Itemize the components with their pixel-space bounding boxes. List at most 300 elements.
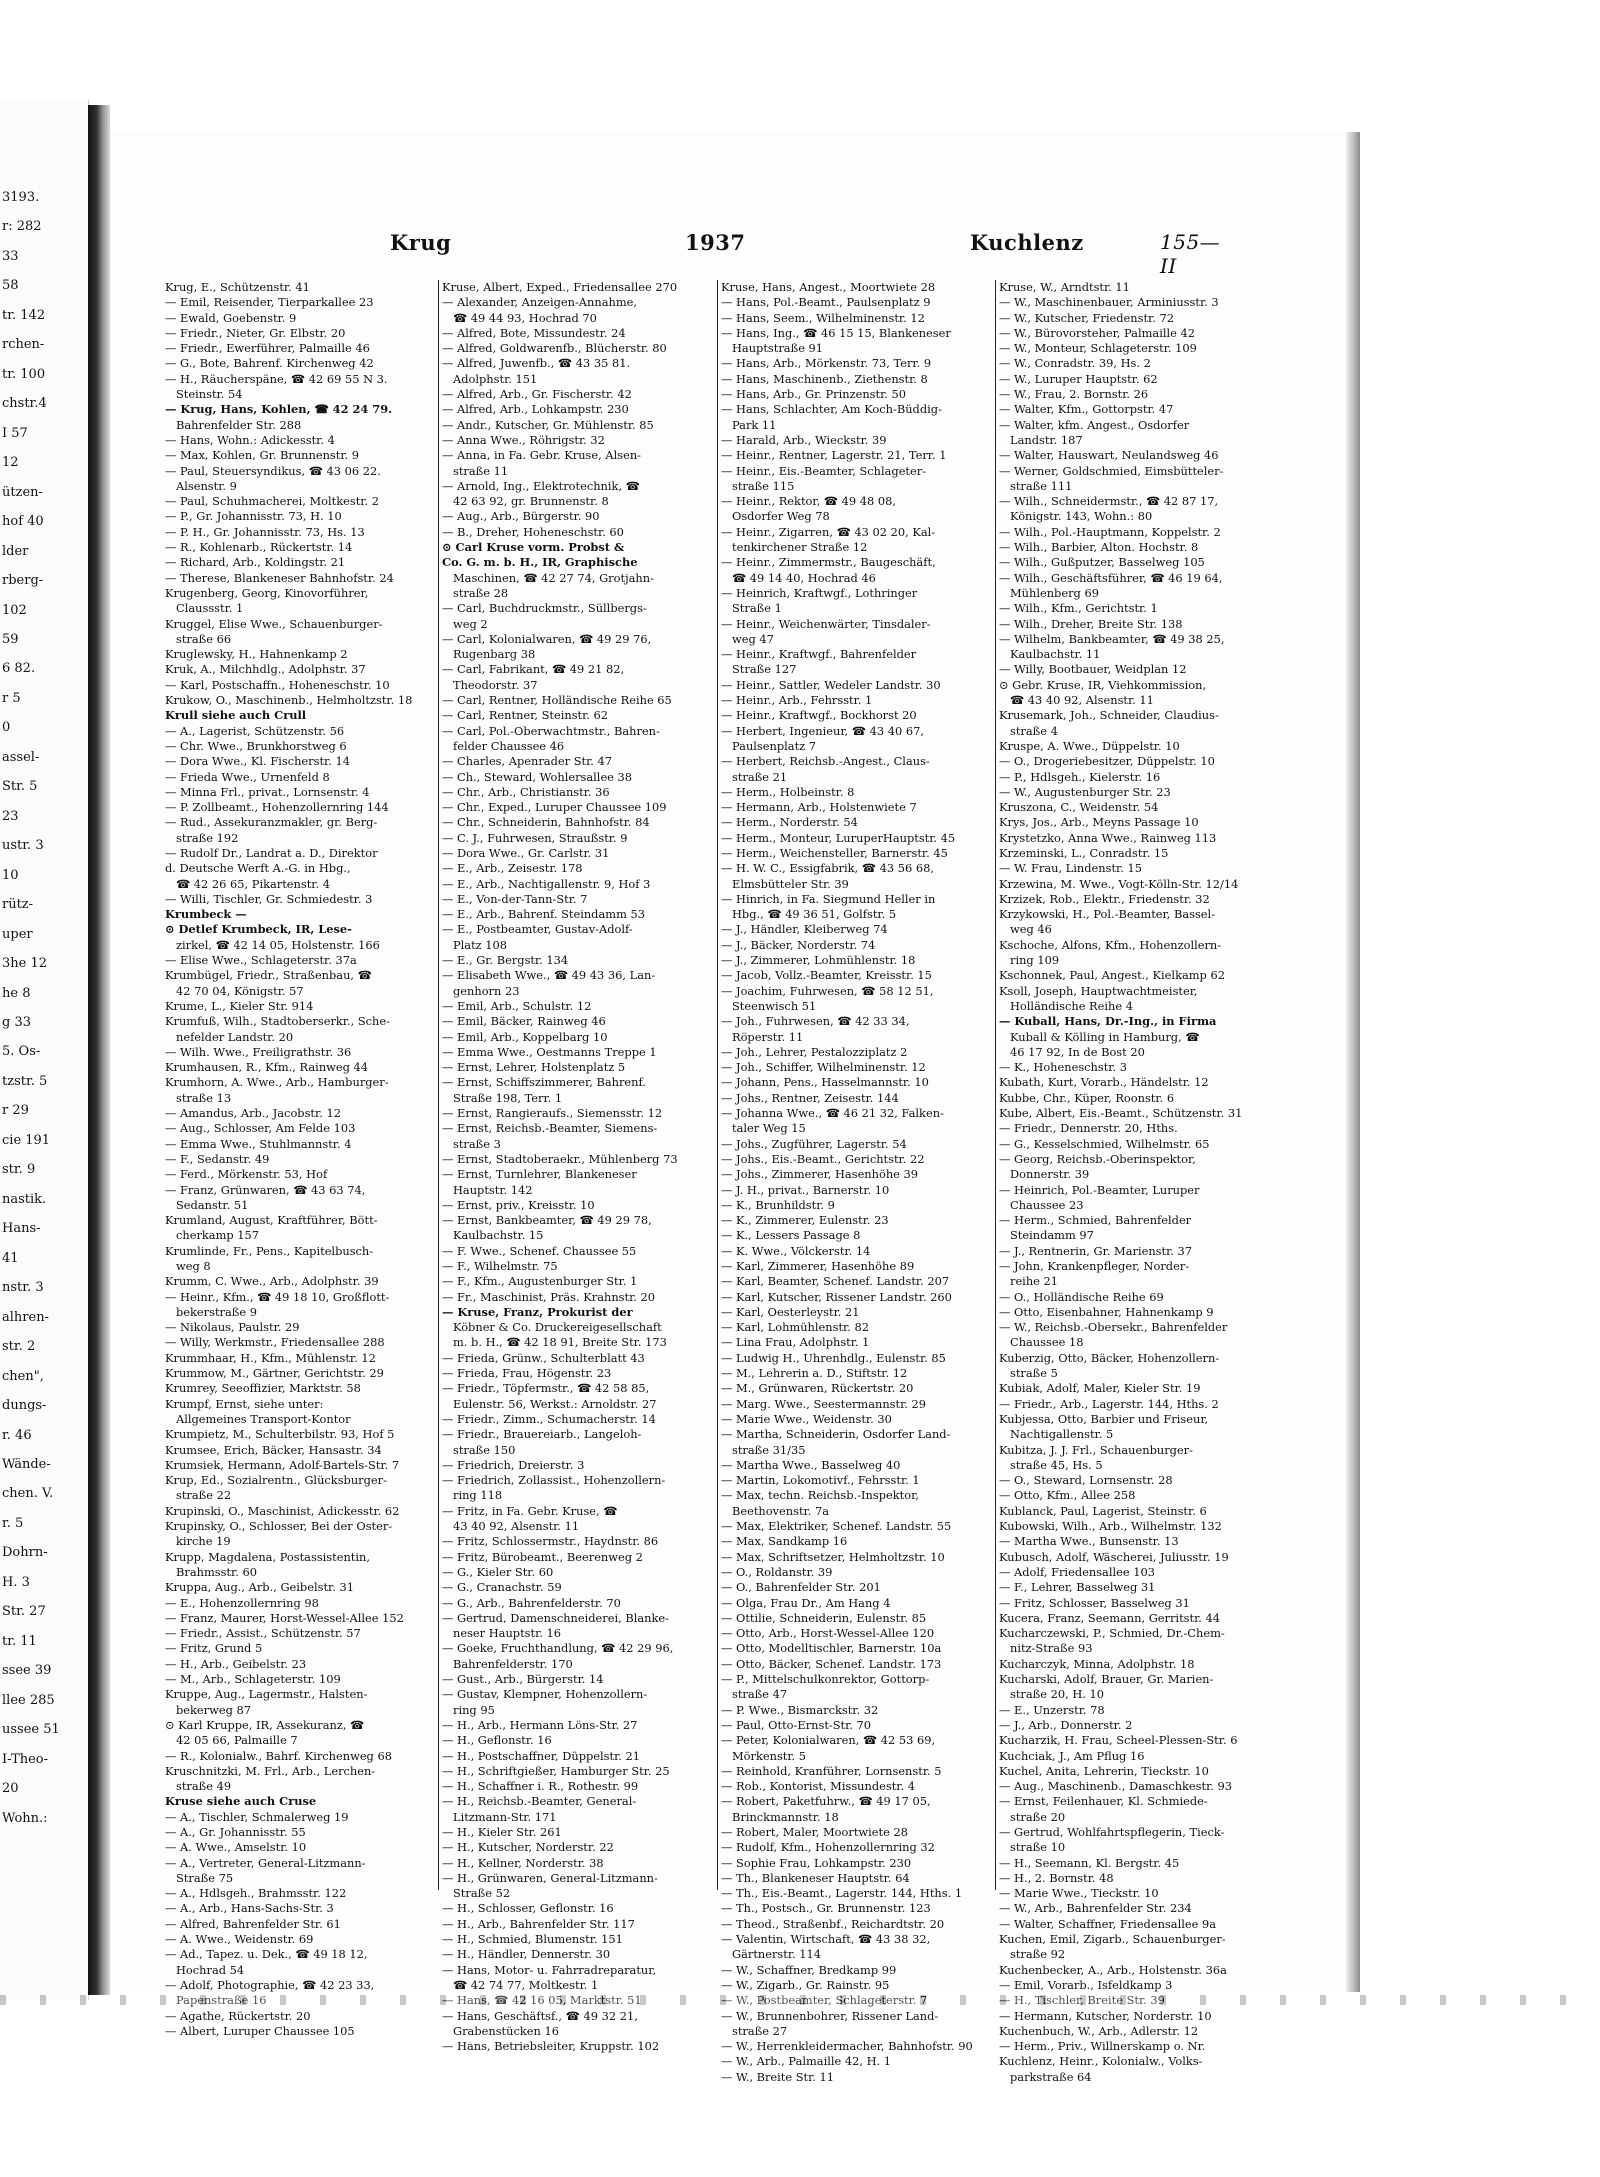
directory-entry-line: Krupinski, O., Maschinist, Adickesstr. 62 bbox=[165, 1503, 400, 1518]
directory-entry-line: — O., Steward, Lornsenstr. 28 bbox=[999, 1473, 1173, 1488]
directory-entry-line: — Hans, Schlachter, Am Koch-Büddig- bbox=[721, 402, 942, 417]
directory-entry-line: — H., Geflonstr. 16 bbox=[442, 1733, 552, 1748]
directory-entry-line: — H., Arb., Hermann Löns-Str. 27 bbox=[442, 1717, 638, 1732]
directory-entry-line: — M., Arb., Schlageterstr. 109 bbox=[165, 1672, 341, 1687]
directory-entry-line: — Th., Blankeneser Hauptstr. 64 bbox=[721, 1870, 910, 1885]
directory-entry-line: — Karl, Oesterleystr. 21 bbox=[721, 1304, 860, 1319]
directory-entry-line: Steindamm 97 bbox=[1010, 1228, 1094, 1243]
directory-entry-line: straße 150 bbox=[453, 1442, 516, 1457]
directory-entry-line: — Heinr., Sattler, Wedeler Landstr. 30 bbox=[721, 677, 941, 692]
adjacent-page-fragment: 20 bbox=[2, 1781, 19, 1797]
directory-entry-line: Kruse, Hans, Angest., Moortwiete 28 bbox=[721, 280, 936, 294]
adjacent-page-fragment: alhren- bbox=[2, 1309, 49, 1325]
directory-entry-line: — Valentin, Wirtschaft, ☎ 43 38 32, bbox=[721, 1932, 931, 1947]
adjacent-page-fragment: 23 bbox=[2, 808, 19, 824]
directory-entry-line: — Emil, Arb., Schulstr. 12 bbox=[442, 998, 592, 1013]
directory-entry-line: kirche 19 bbox=[176, 1534, 231, 1549]
directory-entry-line: — Herm., Norderstr. 54 bbox=[721, 815, 858, 830]
directory-entry-line: ⊙ Karl Kruppe, IR, Assekuranz, ☎ bbox=[165, 1717, 365, 1732]
directory-entry-line: Kruk, A., Milchhdlg., Adolphstr. 37 bbox=[165, 662, 366, 677]
directory-entry-line: — Theod., Straßenbf., Reichardtstr. 20 bbox=[721, 1916, 945, 1931]
adjacent-page-fragment: 58 bbox=[2, 278, 19, 294]
directory-entry-line: — Max, Kohlen, Gr. Brunnenstr. 9 bbox=[165, 448, 360, 463]
directory-entry-line: — Frieda Wwe., Urnenfeld 8 bbox=[165, 769, 330, 784]
column-4 bbox=[999, 280, 1269, 2084]
directory-entry-line: straße 45, Hs. 5 bbox=[1010, 1457, 1103, 1472]
directory-entry-line: — A., Vertreter, General-Litzmann- bbox=[165, 1855, 366, 1870]
adjacent-page-fragment: 3193. bbox=[2, 190, 40, 205]
running-header bbox=[390, 230, 1230, 278]
directory-entry-line: Kubitza, J. J. Frl., Schauenburger- bbox=[999, 1442, 1193, 1457]
directory-entry-line: — Wilh., Schneidermstr., ☎ 42 87 17, bbox=[999, 494, 1219, 509]
adjacent-page-fragment: assel- bbox=[2, 749, 40, 765]
directory-entry-line: — Ferd., Mörkenstr. 53, Hof bbox=[165, 1167, 328, 1182]
adjacent-page-fragment: uper bbox=[2, 926, 33, 942]
directory-entry-line: straße 22 bbox=[176, 1488, 232, 1503]
directory-entry-line: — Fritz, Grund 5 bbox=[165, 1641, 263, 1656]
directory-entry-line: Kuberzig, Otto, Bäcker, Hohenzollern- bbox=[999, 1350, 1220, 1365]
directory-entry-line: Theodorstr. 37 bbox=[453, 677, 538, 692]
directory-entry-line: — Ernst, Bankbeamter, ☎ 49 29 78, bbox=[442, 1213, 652, 1228]
directory-entry-line: — Walter, Schaffner, Friedensallee 9a bbox=[999, 1916, 1216, 1931]
directory-entry-line: Kublanck, Paul, Lagerist, Steinstr. 6 bbox=[999, 1503, 1207, 1518]
directory-entry-line: Nachtigallenstr. 5 bbox=[1010, 1427, 1114, 1442]
directory-entry-line: Krumsee, Erich, Bäcker, Hansastr. 34 bbox=[165, 1442, 382, 1457]
directory-entry-line: — O., Bahrenfelder Str. 201 bbox=[721, 1580, 881, 1595]
directory-entry-line: weg 47 bbox=[732, 631, 774, 646]
directory-entry-line: — Joh., Schiffer, Wilhelminenstr. 12 bbox=[721, 1060, 926, 1075]
directory-entry-line: — J., Zimmerer, Lohmühlenstr. 18 bbox=[721, 953, 916, 968]
directory-entry-line: straße 10 bbox=[1010, 1840, 1066, 1855]
column-divider bbox=[995, 280, 996, 1890]
directory-entry-line: — H., Schaffner i. R., Rothestr. 99 bbox=[442, 1779, 639, 1794]
directory-entry-line: — J., Händler, Kleiberweg 74 bbox=[721, 922, 888, 937]
directory-entry-line: — G., Kesselschmied, Wilhelmstr. 65 bbox=[999, 1136, 1210, 1151]
directory-entry-line: Brahmsstr. 60 bbox=[176, 1564, 257, 1579]
directory-entry-line: — W., Zigarb., Gr. Rainstr. 95 bbox=[721, 1977, 890, 1992]
directory-entry-line: straße 28 bbox=[453, 585, 509, 600]
directory-entry-line: — F., Sedanstr. 49 bbox=[165, 1151, 270, 1166]
directory-entry-line: taler Weg 15 bbox=[732, 1121, 806, 1136]
directory-entry-line: Hochrad 54 bbox=[176, 1962, 245, 1977]
adjacent-page-fragment: 10 bbox=[2, 867, 19, 883]
directory-entry-line: straße 115 bbox=[732, 478, 795, 493]
directory-entry-line: — Harald, Arb., Wieckstr. 39 bbox=[721, 432, 887, 447]
directory-entry-line: — Friedr., Dennerstr. 20, Hths. bbox=[999, 1121, 1178, 1136]
directory-entry-line: — H., Händler, Dennerstr. 30 bbox=[442, 1947, 611, 1962]
directory-entry-line: — E., Arb., Bahrenf. Steindamm 53 bbox=[442, 907, 645, 922]
directory-entry-line: — Marg. Wwe., Seestermannstr. 29 bbox=[721, 1396, 927, 1411]
directory-entry-line: — Herm., Schmied, Bahrenfelder bbox=[999, 1213, 1192, 1228]
directory-entry-line: Kruppe, Aug., Lagermstr., Halsten- bbox=[165, 1687, 368, 1702]
directory-entry-line: — Hans, Pol.-Beamt., Paulsenplatz 9 bbox=[721, 295, 931, 310]
directory-entry-line: — O., Drogeriebesitzer, Düppelstr. 10 bbox=[999, 754, 1215, 769]
directory-entry-line: Straße 1 bbox=[732, 601, 782, 616]
directory-entry-line: — Hinrich, in Fa. Siegmund Heller in bbox=[721, 891, 936, 906]
directory-entry-line: Krzewina, M. Wwe., Vogt-Kölln-Str. 12/14 bbox=[999, 876, 1239, 891]
directory-entry-line: Straße 52 bbox=[453, 1886, 511, 1901]
directory-entry-line: neser Hauptstr. 16 bbox=[453, 1626, 562, 1641]
directory-entry-line: — Dora Wwe., Kl. Fischerstr. 14 bbox=[165, 754, 350, 769]
directory-entry-line: — E., Gr. Bergstr. 134 bbox=[442, 953, 569, 968]
directory-entry-line: — J., Rentnerin, Gr. Marienstr. 37 bbox=[999, 1243, 1193, 1258]
directory-entry-line: — H., 2. Bornstr. 48 bbox=[999, 1870, 1114, 1885]
directory-entry-line: Mörkenstr. 5 bbox=[732, 1748, 807, 1763]
adjacent-page-fragment: 41 bbox=[2, 1250, 19, 1266]
directory-entry-line: Krugenberg, Georg, Kinovorführer, bbox=[165, 585, 369, 600]
directory-entry-line: — Heinr., Eis.-Beamter, Schlageter- bbox=[721, 463, 927, 478]
directory-entry-line: — Carl, Rentner, Steinstr. 62 bbox=[442, 708, 609, 723]
directory-entry-line: — Herm., Weichensteller, Barnerstr. 45 bbox=[721, 845, 948, 860]
directory-entry-line: Co. G. m. b. H., IR, Graphische bbox=[442, 555, 638, 570]
adjacent-page-fragment: nastik. bbox=[2, 1191, 47, 1207]
directory-entry-line: — W., Schaffner, Bredkamp 99 bbox=[721, 1962, 897, 1977]
directory-entry-line: — Wilh., Barbier, Alton. Hochstr. 8 bbox=[999, 540, 1199, 555]
directory-entry-line: Krumbügel, Friedr., Straßenbau, ☎ bbox=[165, 968, 372, 983]
directory-entry-line: Krystetzko, Anna Wwe., Rainweg 113 bbox=[999, 830, 1217, 845]
directory-entry-line: Papenstraße 16 bbox=[176, 1993, 267, 2008]
directory-entry-line: — H., Schmied, Blumenstr. 151 bbox=[442, 1932, 623, 1947]
directory-entry-line: — Joh., Lehrer, Pestalozziplatz 2 bbox=[721, 1044, 908, 1059]
directory-entry-line: — Aug., Arb., Bürgerstr. 90 bbox=[442, 509, 600, 524]
directory-entry-line: — Marie Wwe., Tieckstr. 10 bbox=[999, 1886, 1159, 1901]
directory-entry-line: straße 20, H. 10 bbox=[1010, 1687, 1105, 1702]
directory-entry-line: — K. Wwe., Völckerstr. 14 bbox=[721, 1243, 871, 1258]
directory-entry-line: — Frieda, Frau, Högenstr. 23 bbox=[442, 1366, 612, 1381]
directory-entry-line: — P. Wwe., Bismarckstr. 32 bbox=[721, 1702, 879, 1717]
directory-entry-line: Osdorfer Weg 78 bbox=[732, 509, 830, 524]
directory-entry-line: — P. H., Gr. Johannisstr. 73, Hs. 13 bbox=[165, 524, 365, 539]
directory-entry-line: — Friedrich, Dreierstr. 3 bbox=[442, 1457, 585, 1472]
directory-entry-line: — Franz, Grünwaren, ☎ 43 63 74, bbox=[165, 1182, 366, 1197]
directory-entry-line: — Martha, Schneiderin, Osdorfer Land- bbox=[721, 1427, 951, 1442]
directory-entry-line: — Ottilie, Schneiderin, Eulenstr. 85 bbox=[721, 1610, 927, 1625]
directory-entry-line: — F., Lehrer, Basselweg 31 bbox=[999, 1580, 1156, 1595]
directory-entry-line: — Joachim, Fuhrwesen, ☎ 58 12 51, bbox=[721, 983, 934, 998]
directory-entry-line: — W., Arb., Palmaille 42, H. 1 bbox=[721, 2054, 892, 2069]
directory-entry-line: — Heinr., Kraftwgf., Bahrenfelder bbox=[721, 647, 917, 662]
adjacent-page-fragment: rütz- bbox=[2, 897, 34, 913]
directory-entry-line: genhorn 23 bbox=[453, 983, 520, 998]
directory-entry-line: — Martha Wwe., Bunsenstr. 13 bbox=[999, 1534, 1179, 1549]
directory-entry-line: — Fritz, Schlossermstr., Haydnstr. 86 bbox=[442, 1534, 659, 1549]
directory-entry-line: — W., Luruper Hauptstr. 62 bbox=[999, 371, 1158, 386]
adjacent-page-fragment: hof 40 bbox=[2, 514, 44, 530]
directory-entry-line: Claussstr. 1 bbox=[176, 601, 244, 616]
directory-entry-line: — Friedr., Ewerführer, Palmaille 46 bbox=[165, 341, 370, 356]
directory-entry-line: — A., Lagerist, Schützenstr. 56 bbox=[165, 723, 345, 738]
directory-entry-line: — Willy, Werkmstr., Friedensallee 288 bbox=[165, 1335, 385, 1350]
directory-entry-line: Donnerstr. 39 bbox=[1010, 1167, 1090, 1182]
directory-entry-line: — Emma Wwe., Oestmanns Treppe 1 bbox=[442, 1044, 657, 1059]
directory-entry-line: Krukow, O., Maschinenb., Helmholtzstr. 18 bbox=[165, 693, 413, 708]
directory-entry-line: ⊙ Detlef Krumbeck, IR, Lese- bbox=[165, 922, 352, 937]
directory-entry-line: — Carl, Buchdruckmstr., Süllbergs- bbox=[442, 601, 647, 616]
directory-entry-line: Kruglewsky, H., Hahnenkamp 2 bbox=[165, 647, 348, 662]
directory-entry-line: Straße 127 bbox=[732, 662, 797, 677]
adjacent-page-fragment: g 33 bbox=[2, 1015, 31, 1030]
directory-entry-line: — Anna, in Fa. Gebr. Kruse, Alsen- bbox=[442, 448, 642, 463]
directory-entry-line: — H., Grünwaren, General-Litzmann- bbox=[442, 1870, 658, 1885]
directory-entry-line: straße 20 bbox=[1010, 1809, 1066, 1824]
directory-entry-line: — Werner, Goldschmied, Eimsbütteler- bbox=[999, 463, 1224, 478]
directory-entry-line: ⊙ Carl Kruse vorm. Probst & bbox=[442, 540, 625, 555]
directory-entry-line: — Hermann, Kutscher, Norderstr. 10 bbox=[999, 2008, 1212, 2023]
column-divider bbox=[438, 280, 439, 1890]
header-first-name: Krug bbox=[390, 230, 452, 255]
directory-entry-line: — W., Breite Str. 11 bbox=[721, 2069, 835, 2084]
directory-entry-line: — Rudolf, Kfm., Hohenzollernring 32 bbox=[721, 1840, 935, 1855]
header-year: 1937 bbox=[685, 230, 746, 255]
directory-entry-line: Kaulbachstr. 15 bbox=[453, 1228, 544, 1243]
directory-entry-line: — Heinr., Kraftwgf., Bockhorst 20 bbox=[721, 708, 917, 723]
directory-entry-line: Kubbe, Chr., Küper, Roonstr. 6 bbox=[999, 1090, 1175, 1105]
directory-entry-line: — Hans, ☎ 42 16 05, Marktstr. 51 bbox=[442, 1993, 642, 2008]
adjacent-page-fragment: Str. 27 bbox=[2, 1604, 46, 1620]
directory-entry-line: — J., Arb., Donnerstr. 2 bbox=[999, 1717, 1133, 1732]
directory-entry-line: Platz 108 bbox=[453, 937, 508, 952]
directory-entry-line: — Hermann, Arb., Holstenwiete 7 bbox=[721, 800, 917, 815]
directory-entry-line: — Martin, Lokomotivf., Fehrsstr. 1 bbox=[721, 1473, 920, 1488]
directory-entry-line: — P., Gr. Johannisstr. 73, H. 10 bbox=[165, 509, 342, 524]
directory-entry-line: ☎ 49 14 40, Hochrad 46 bbox=[732, 570, 876, 585]
directory-entry-line: — Gertrud, Wohlfahrtspflegerin, Tieck- bbox=[999, 1824, 1225, 1839]
directory-entry-line: — Friedr., Nieter, Gr. Elbstr. 20 bbox=[165, 325, 346, 340]
directory-entry-line: Kuball & Kölling in Hamburg, ☎ bbox=[1010, 1029, 1200, 1044]
directory-entry-line: — Johanna Wwe., ☎ 46 21 32, Falken- bbox=[721, 1106, 944, 1121]
directory-entry-line: — Ernst, Turnlehrer, Blankeneser bbox=[442, 1167, 637, 1182]
column-3 bbox=[721, 280, 991, 2084]
directory-entry-line: — Karl, Lohmühlenstr. 82 bbox=[721, 1320, 869, 1335]
directory-entry-line: — G., Cranachstr. 59 bbox=[442, 1580, 562, 1595]
directory-entry-line: — Franz, Maurer, Horst-Wessel-Allee 152 bbox=[165, 1610, 404, 1625]
directory-entry-line: Park 11 bbox=[732, 417, 777, 432]
adjacent-page-fragment: dungs- bbox=[2, 1398, 47, 1414]
directory-entry-line: straße 92 bbox=[1010, 1947, 1066, 1962]
directory-entry-line: cherkamp 157 bbox=[176, 1228, 260, 1243]
directory-entry-line: Kaulbachstr. 11 bbox=[1010, 647, 1101, 662]
adjacent-page-fragment: lder bbox=[2, 543, 29, 559]
adjacent-page-fragment: 0 bbox=[2, 720, 11, 736]
directory-entry-line: — Karl, Kutscher, Rissener Landstr. 260 bbox=[721, 1289, 952, 1304]
directory-entry-line: — Minna Frl., privat., Lornsenstr. 4 bbox=[165, 784, 370, 799]
directory-entry-line: — Charles, Apenrader Str. 47 bbox=[442, 754, 613, 769]
directory-entry-line: — Otto, Arb., Horst-Wessel-Allee 120 bbox=[721, 1626, 935, 1641]
directory-entry-line: Grabenstücken 16 bbox=[453, 2023, 559, 2038]
directory-entry-line: — A., Hdlsgeh., Brahmsstr. 122 bbox=[165, 1886, 347, 1901]
directory-entry-line: — Paul, Steuersyndikus, ☎ 43 06 22. bbox=[165, 463, 381, 478]
directory-entry-line: Krumland, August, Kraftführer, Bött- bbox=[165, 1213, 378, 1228]
directory-entry-line: — Johs., Zugführer, Lagerstr. 54 bbox=[721, 1136, 907, 1151]
directory-entry-line: ☎ 49 44 93, Hochrad 70 bbox=[453, 310, 597, 325]
directory-entry-line: — Hans, Seem., Wilhelminenstr. 12 bbox=[721, 310, 925, 325]
directory-entry-line: straße 47 bbox=[732, 1687, 788, 1702]
directory-entry-line: — Adolf, Friedensallee 103 bbox=[999, 1564, 1155, 1579]
directory-entry-line: Straße 198, Terr. 1 bbox=[453, 1090, 563, 1105]
directory-entry-line: — Emil, Arb., Koppelbarg 10 bbox=[442, 1029, 608, 1044]
directory-entry-line: — Ernst, Feilenhauer, Kl. Schmiede- bbox=[999, 1794, 1208, 1809]
directory-entry-line: — Sophie Frau, Lohkampstr. 230 bbox=[721, 1855, 912, 1870]
directory-entry-line: — Herm., Monteur, LuruperHauptstr. 45 bbox=[721, 830, 956, 845]
directory-entry-line: Kucharczyk, Minna, Adolphstr. 18 bbox=[999, 1656, 1195, 1671]
directory-entry-line: — P. Zollbeamt., Hohenzollernring 144 bbox=[165, 800, 389, 815]
directory-entry-line: — Carl, Rentner, Holländische Reihe 65 bbox=[442, 693, 672, 708]
adjacent-page-fragment: str. 9 bbox=[2, 1162, 36, 1178]
directory-entry-line: — Rob., Kontorist, Missundestr. 4 bbox=[721, 1779, 915, 1794]
directory-entry-line: — Georg, Reichsb.-Oberinspektor, bbox=[999, 1151, 1196, 1166]
directory-entry-line: tenkirchener Straße 12 bbox=[732, 540, 868, 555]
directory-entry-line: Kucharczewski, P., Schmied, Dr.-Chem- bbox=[999, 1626, 1225, 1641]
directory-entry-line: weg 2 bbox=[453, 616, 488, 631]
directory-entry-line: parkstraße 64 bbox=[1010, 2069, 1092, 2084]
directory-entry-line: Steenwisch 51 bbox=[732, 998, 817, 1013]
directory-entry-line: — Willy, Bootbauer, Weidplan 12 bbox=[999, 662, 1187, 677]
directory-entry-line: Hauptstr. 142 bbox=[453, 1182, 533, 1197]
directory-entry-line: — Alfred, Arb., Lohkampstr. 230 bbox=[442, 402, 629, 417]
directory-entry-line: ring 109 bbox=[1010, 953, 1060, 968]
directory-entry-line: — Johs., Rentner, Zeisestr. 144 bbox=[721, 1090, 899, 1105]
directory-entry-line: — A. Wwe., Amselstr. 10 bbox=[165, 1840, 307, 1855]
directory-entry-line: Chaussee 23 bbox=[1010, 1197, 1084, 1212]
directory-entry-line: — Johann, Pens., Hasselmannstr. 10 bbox=[721, 1075, 929, 1090]
directory-entry-line: — Elisabeth Wwe., ☎ 49 43 36, Lan- bbox=[442, 968, 656, 983]
column-divider bbox=[717, 280, 718, 1890]
directory-entry-line: — K., Zimmerer, Eulenstr. 23 bbox=[721, 1213, 889, 1228]
directory-entry-line: — Otto, Eisenbahner, Hahnenkamp 9 bbox=[999, 1304, 1214, 1319]
directory-entry-line: — Kuball, Hans, Dr.-Ing., in Firma bbox=[999, 1014, 1217, 1029]
directory-entry-line: — Friedrich, Zollassist., Hohenzollern- bbox=[442, 1473, 666, 1488]
directory-entry-line: Beethovenstr. 7a bbox=[732, 1503, 830, 1518]
directory-entry-line: — M., Lehrerin a. D., Stiftstr. 12 bbox=[721, 1366, 908, 1381]
directory-entry-line: bekerweg 87 bbox=[176, 1702, 252, 1717]
directory-entry-line: — Ludwig H., Uhrenhdlg., Eulenstr. 85 bbox=[721, 1350, 946, 1365]
directory-entry-line: Krupinsky, O., Schlosser, Bei der Oster- bbox=[165, 1519, 393, 1534]
directory-entry-line: — Rudolf Dr., Landrat a. D., Direktor bbox=[165, 845, 378, 860]
directory-entry-line: Kruppa, Aug., Arb., Geibelstr. 31 bbox=[165, 1580, 354, 1595]
directory-entry-line: nefelder Landstr. 20 bbox=[176, 1029, 294, 1044]
directory-entry-line: Kuchen, Emil, Zigarb., Schauenburger- bbox=[999, 1932, 1226, 1947]
directory-entry-line: — Ch., Steward, Wohlersallee 38 bbox=[442, 769, 633, 784]
adjacent-page-fragment: 5. Os- bbox=[2, 1044, 41, 1060]
directory-entry-line: — Otto, Modelltischler, Barnerstr. 10a bbox=[721, 1641, 942, 1656]
directory-entry-line: Kubjessa, Otto, Barbier und Friseur, bbox=[999, 1411, 1209, 1426]
directory-entry-line: — Heinrich, Kraftwgf., Lothringer bbox=[721, 585, 918, 600]
adjacent-page-fragment: 33 bbox=[2, 248, 19, 264]
directory-entry-line: — Agathe, Rückertstr. 20 bbox=[165, 2008, 311, 2023]
directory-entry-line: straße 21 bbox=[732, 769, 788, 784]
directory-entry-line: — Hans, Arb., Gr. Prinzenstr. 50 bbox=[721, 387, 907, 402]
directory-entry-line: — Wilh., Dreher, Breite Str. 138 bbox=[999, 616, 1183, 631]
directory-entry-line: — Ernst, priv., Kreisstr. 10 bbox=[442, 1197, 595, 1212]
directory-entry-line: — Hans, Wohn.: Adickesstr. 4 bbox=[165, 432, 335, 447]
directory-entry-line: — Friedr., Brauereiarb., Langeloh- bbox=[442, 1427, 642, 1442]
directory-entry-line: — Gust., Arb., Bürgerstr. 14 bbox=[442, 1672, 604, 1687]
directory-entry-line: — Friedr., Assist., Schützenstr. 57 bbox=[165, 1626, 361, 1641]
directory-entry-line: straße 3 bbox=[453, 1136, 501, 1151]
directory-entry-line: — Ernst, Lehrer, Holstenplatz 5 bbox=[442, 1060, 626, 1075]
adjacent-page-fragment: chstr.4 bbox=[2, 396, 47, 412]
adjacent-page-fragment: str. 2 bbox=[2, 1339, 36, 1355]
directory-entry-line: — Nikolaus, Paulstr. 29 bbox=[165, 1320, 300, 1335]
directory-entry-line: 42 05 66, Palmaille 7 bbox=[176, 1733, 298, 1748]
directory-entry-line: Kruse, W., Arndtstr. 11 bbox=[999, 280, 1130, 294]
adjacent-page-fragment: r 29 bbox=[2, 1103, 29, 1119]
directory-entry-line: — Ernst, Schiffszimmerer, Bahrenf. bbox=[442, 1075, 646, 1090]
directory-entry-line: Adolphstr. 151 bbox=[453, 371, 538, 386]
directory-entry-line: Litzmann-Str. 171 bbox=[453, 1809, 557, 1824]
directory-entry-line: Kruszona, C., Weidenstr. 54 bbox=[999, 800, 1159, 815]
directory-entry-line: — Fritz, Bürobeamt., Beerenweg 2 bbox=[442, 1549, 643, 1564]
adjacent-page-fragment: Str. 5 bbox=[2, 779, 38, 795]
directory-entry-line: Krug, E., Schützenstr. 41 bbox=[165, 280, 310, 294]
directory-entry-line: Krupp, Magdalena, Postassistentin, bbox=[165, 1549, 370, 1564]
directory-entry-line: — W., Frau, 2. Bornstr. 26 bbox=[999, 387, 1149, 402]
directory-entry-line: 42 70 04, Königstr. 57 bbox=[176, 983, 304, 998]
directory-entry-line: zirkel, ☎ 42 14 05, Holstenstr. 166 bbox=[176, 937, 380, 952]
directory-entry-line: — P., Hdlsgeh., Kielerstr. 16 bbox=[999, 769, 1161, 784]
directory-entry-line: — Richard, Arb., Koldingstr. 21 bbox=[165, 555, 346, 570]
adjacent-page-fragment: 102 bbox=[2, 602, 27, 618]
directory-entry-line: — Herm., Holbeinstr. 8 bbox=[721, 784, 855, 799]
directory-entry-line: m. b. H., ☎ 42 18 91, Breite Str. 173 bbox=[453, 1335, 667, 1350]
book-spine bbox=[88, 105, 110, 1995]
directory-entry-line: — Gertrud, Damenschneiderei, Blanke- bbox=[442, 1610, 670, 1625]
directory-entry-line: — W. Frau, Lindenstr. 15 bbox=[999, 861, 1142, 876]
adjacent-page-fragment: ssee 39 bbox=[2, 1663, 52, 1679]
adjacent-page-fragment: I-Theo- bbox=[2, 1751, 49, 1767]
directory-entry-line: — Hans, Maschinenb., Ziethenstr. 8 bbox=[721, 371, 928, 386]
directory-entry-line: — Wilh., Pol.-Hauptmann, Koppelstr. 2 bbox=[999, 524, 1221, 539]
adjacent-page-fragment: llee 285 bbox=[2, 1692, 55, 1708]
adjacent-page-fragment: H. 3 bbox=[2, 1574, 30, 1590]
directory-entry-line: — Alfred, Bahrenfelder Str. 61 bbox=[165, 1916, 341, 1931]
directory-entry-line: straße 192 bbox=[176, 830, 239, 845]
directory-entry-line: — Th., Eis.-Beamt., Lagerstr. 144, Hths. 1 bbox=[721, 1886, 963, 1901]
directory-entry-line: — W., Monteur, Schlageterstr. 109 bbox=[999, 341, 1197, 356]
directory-entry-line: — A., Gr. Johannisstr. 55 bbox=[165, 1824, 306, 1839]
directory-entry-line: — E., Arb., Zeisestr. 178 bbox=[442, 861, 583, 876]
left-page-margin bbox=[0, 100, 89, 2000]
directory-entry-line: Holländische Reihe 4 bbox=[1010, 998, 1133, 1013]
directory-entry-line: — Fritz, in Fa. Gebr. Kruse, ☎ bbox=[442, 1503, 618, 1518]
directory-entry-line: — B., Dreher, Hoheneschstr. 60 bbox=[442, 524, 624, 539]
directory-entry-line: — Hans, Motor- u. Fahrradreparatur, bbox=[442, 1962, 657, 1977]
directory-entry-line: — Heinr., Zigarren, ☎ 43 02 20, Kal- bbox=[721, 524, 936, 539]
directory-entry-line: — Robert, Maler, Moortwiete 28 bbox=[721, 1824, 908, 1839]
directory-entry-line: — K., Hoheneschstr. 3 bbox=[999, 1060, 1127, 1075]
directory-entry-line: Kruggel, Elise Wwe., Schauenburger- bbox=[165, 616, 383, 631]
directory-entry-line: Rugenbarg 38 bbox=[453, 647, 536, 662]
adjacent-page-fragment: tr. 100 bbox=[2, 366, 46, 382]
directory-entry-line: — Aug., Schlosser, Am Felde 103 bbox=[165, 1121, 356, 1136]
directory-entry-line: — Alfred, Arb., Gr. Fischerstr. 42 bbox=[442, 387, 632, 402]
directory-entry-line: — H., Arb., Bahrenfelder Str. 117 bbox=[442, 1916, 635, 1931]
directory-entry-line: Elmsbütteler Str. 39 bbox=[732, 876, 849, 891]
adjacent-page-fragment: tr. 11 bbox=[2, 1633, 37, 1649]
directory-entry-line: bekerstraße 9 bbox=[176, 1304, 257, 1319]
directory-entry-line: Krys, Jos., Arb., Meyns Passage 10 bbox=[999, 815, 1199, 830]
directory-entry-line: — Hans, Betriebsleiter, Kruppstr. 102 bbox=[442, 2039, 660, 2054]
directory-entry-line: — Therese, Blankeneser Bahnhofstr. 24 bbox=[165, 570, 394, 585]
directory-entry-line: — Emil, Bäcker, Rainweg 46 bbox=[442, 1014, 606, 1029]
directory-entry-line: — Olga, Frau Dr., Am Hang 4 bbox=[721, 1595, 891, 1610]
directory-entry-line: — Hans, Geschäftsf., ☎ 49 32 21, bbox=[442, 2008, 638, 2023]
directory-entry-line: — Alfred, Juwenfb., ☎ 43 35 81. bbox=[442, 356, 631, 371]
directory-entry-line: — Herbert, Reichsb.-Angest., Claus- bbox=[721, 754, 930, 769]
directory-entry-line: Krummhaar, H., Kfm., Mühlenstr. 12 bbox=[165, 1350, 376, 1365]
directory-entry-line: — A. Wwe., Weidenstr. 69 bbox=[165, 1932, 314, 1947]
directory-entry-line: — H., Seemann, Kl. Bergstr. 45 bbox=[999, 1855, 1180, 1870]
